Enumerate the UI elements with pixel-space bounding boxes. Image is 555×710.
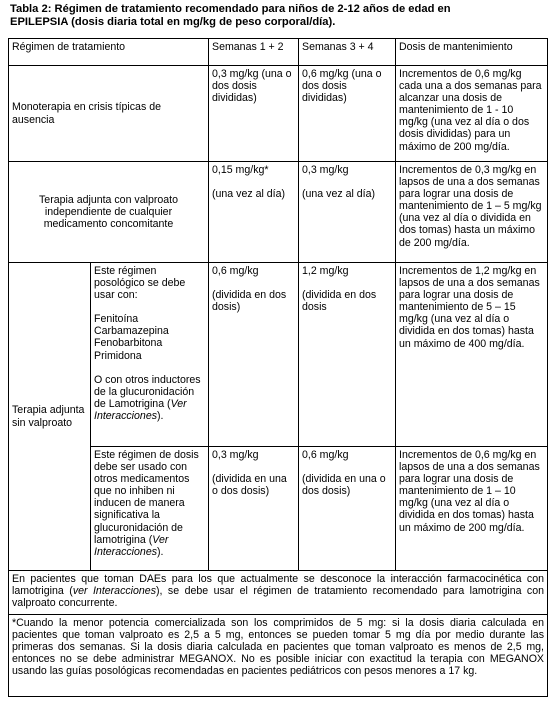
monotherapy-weeks-3-4: 0,6 mg/kg (una o dos dosis divididas) [299,66,396,162]
inducers-weeks-3-4 [299,263,396,447]
table-caption [10,3,546,29]
with-valproate-weeks-1-2 [209,162,299,263]
inducer-drug: Fenitoína [94,313,139,326]
neutral-w34-dose: 0,6 mg/kg [302,449,349,461]
with-valproate-maintenance: Incrementos de 0,3 mg/kg en lapsos de una a dos semanas para lograr una dosis de mantenimiento de 1 – 5 mg/kg (una vez al día o dividida en dos tomas) hasta un máximo de 200 mg/día. [396,162,548,263]
with-valproate-w34-frequency: (una vez al día) [302,188,376,201]
neutral-w12-frequency: (dividida en una o dos dosis) [212,473,287,498]
with-valproate-label: Terapia adjunta con valproato independiente de cualquier medicamento concomitante [9,162,209,263]
inducer-drug: Primidona [94,349,142,362]
unknown-interaction-note: En pacientes que toman DAEs para los que actualmente se desconoce la interacción farmacocinética con lamotrigina (ver Interacciones), se debe usar el régimen de tratamiento recomendado para lamotrigina con valproato concurrente. [9,571,548,615]
with-valproate-w34-dose: 0,3 mg/kg [302,164,349,176]
header-maintenance: Dosis de mantenimiento [396,39,548,66]
inducers-w34-dose: 1,2 mg/kg [302,265,349,277]
inducers-maintenance: Incrementos de 1,2 mg/kg en lapsos de una a dos semanas para lograr una dosis de mantenimiento de 5 – 15 mg/kg (una vez al día o dividida en dos tomas) hasta un máximo de 400 mg/día. [396,263,548,447]
inducers-w34-frequency: (dividida en dos dosis [302,289,377,314]
interactions-reference: ver Interacciones [72,585,156,598]
caption-line-2: EPILEPSIA (dosis diaria total en mg/kg de peso corporal/día). [10,16,336,28]
other-inducers-note: O con otros inductores de la glucuronidación de Lamotrigina (Ver Interacciones). [94,373,201,422]
neutral-maintenance: Incrementos de 0,6 mg/kg en lapsos de una a dos semanas para lograr una dosis de mantenimiento de 1 – 10 mg/kg (una vez al día o dividida en dos tomas) hasta un máximo de 200 mg/día. [396,447,548,571]
inducer-drug: Carbamazepina [94,325,169,338]
header-weeks-3-4: Semanas 3 + 4 [299,39,396,66]
neutral-weeks-1-2 [209,447,299,571]
dosing-table [8,38,548,697]
interactions-reference: Ver Interacciones [94,533,169,558]
inducer-drug: Fenobarbitona [94,337,163,350]
monotherapy-weeks-1-2: 0,3 mg/kg (una o dos dosis divididas) [209,66,299,162]
row-with-valproate [9,162,548,263]
with-valproate-w12-frequency: (una vez al día) [212,188,286,201]
neutral-w12-dose: 0,3 mg/kg [212,449,259,461]
neutral-w34-frequency: (dividida en una o dos dosis) [302,473,386,498]
neutral-weeks-3-4 [299,447,396,571]
neutral-regimen: Este régimen de dosis debe ser usado con otros medicamentos que no inhiben ni inducen de manera significativa la glucuronidación de lamotrigina (Ver Interacciones). [91,447,209,571]
interactions-reference: Ver Interacciones [94,397,187,422]
inducers-weeks-1-2 [209,263,299,447]
footnote: *Cuando la menor potencia comercializada son los comprimidos de 5 mg: si la dosis diaria calculada en pacientes que toman valproato es 2,5 a 5 mg, entonces se pueden tomar 5 mg día por medio durante las primeras dos semanas. Si la dosis diaria calculada en pacientes que toman valproato es menos de 2,5 mg, entonces no se debe administrar MEGANOX. No es posible iniciar con exactitud la terapia con MEGANOX usando las guías posológicas recomendadas en pacientes pediátricos con pesos menores a 17 kg. [9,615,548,697]
with-valproate-w12-dose: 0,15 mg/kg* [212,164,269,176]
inducers-w12-dose: 0,6 mg/kg [212,265,259,277]
row-unknown-interaction-note [9,571,548,615]
without-valproate-label: Terapia adjunta sin valproato [9,263,91,571]
header-weeks-1-2: Semanas 1 + 2 [209,39,299,66]
inducers-regimen [91,263,209,447]
inducers-intro: Este régimen posológico se debe usar con: [94,265,186,302]
caption-line-1: Tabla 2: Régimen de tratamiento recomendado para niños de 2-12 años de edad en [10,3,451,15]
monotherapy-label: Monoterapia en crisis típicas de ausencia [9,66,209,162]
with-valproate-weeks-3-4 [299,162,396,263]
row-monotherapy [9,66,548,162]
row-without-valproate-inducers [9,263,548,447]
row-footnote [9,615,548,697]
header-row [9,39,548,66]
monotherapy-maintenance: Incrementos de 0,6 mg/kg cada una a dos semanas para alcanzar una dosis de mantenimiento de 1 - 10 mg/kg (una vez al día o dos dosis divididas) para un máximo de 200 mg/día. [396,66,548,162]
header-regimen: Régimen de tratamiento [9,39,209,66]
inducers-w12-frequency: (dividida en dos dosis) [212,289,287,314]
